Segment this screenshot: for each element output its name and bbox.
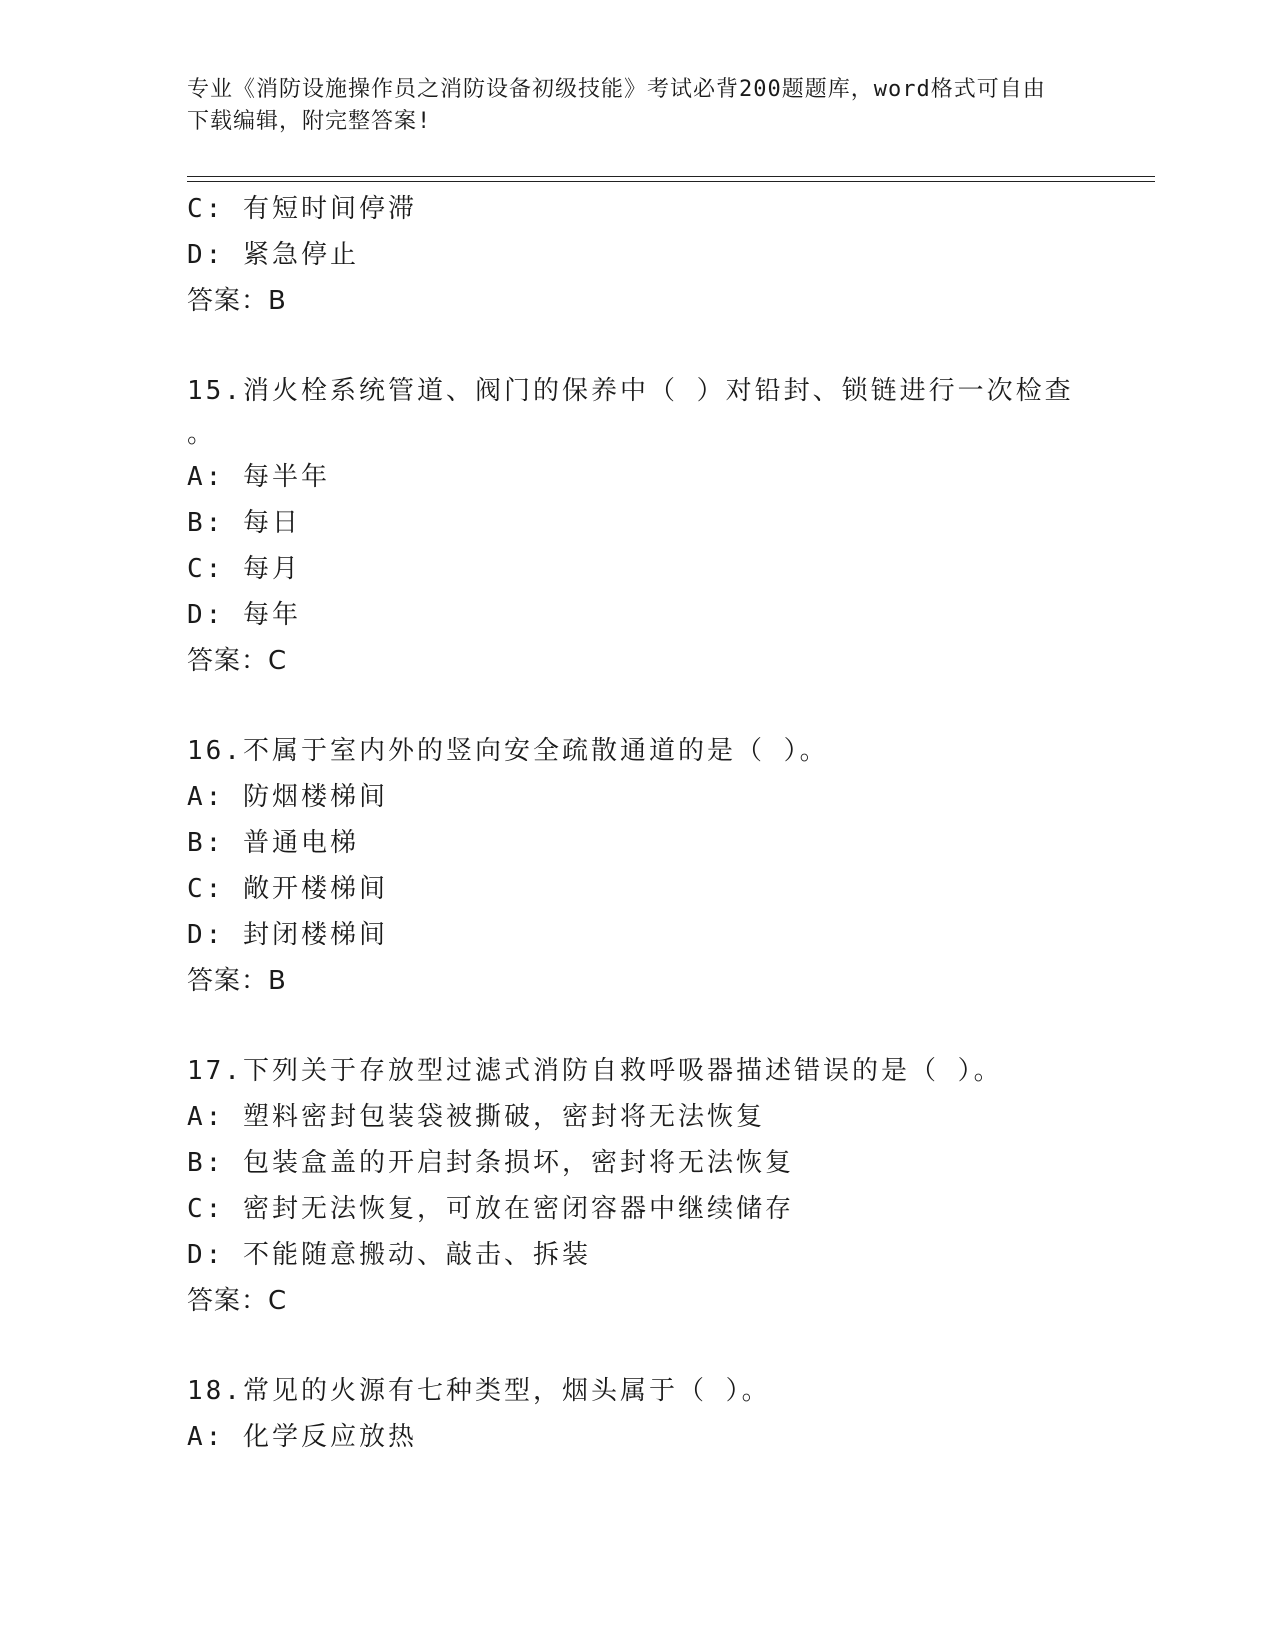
option-d: D: 不能随意搬动、敲击、拆装 <box>187 1240 591 1270</box>
option-c: C: 每月 <box>187 554 301 584</box>
option-d: D: 封闭楼梯间 <box>187 920 388 950</box>
answer-line: 答案：B <box>187 966 287 996</box>
question-15 <box>187 368 1147 684</box>
question-stem: 15.消火栓系统管道、阀门的保养中（ ）对铅封、锁链进行一次检查 <box>187 376 1074 406</box>
question-stem-continuation: 。 <box>187 419 214 449</box>
question-18 <box>187 1368 1147 1460</box>
option-a: A: 防烟楼梯间 <box>187 782 388 812</box>
document-header: 专业《消防设施操作员之消防设备初级技能》考试必背200题题库，word格式可自由下载编辑，附完整答案! <box>187 77 1046 134</box>
option-c: C: 敞开楼梯间 <box>187 874 388 904</box>
option-b: B: 普通电梯 <box>187 828 359 858</box>
option-d: D: 每年 <box>187 600 301 630</box>
option-a: A: 化学反应放热 <box>187 1422 417 1452</box>
header-divider-bottom <box>187 181 1155 182</box>
answer-line: 答案：C <box>187 1286 288 1316</box>
header-divider-top <box>187 176 1155 177</box>
option-a: A: 每半年 <box>187 462 330 492</box>
question-17 <box>187 1048 1147 1324</box>
question-list <box>187 186 1147 1460</box>
option-d: D: 紧急停止 <box>187 240 359 270</box>
question-stem: 16.不属于室内外的竖向安全疏散通道的是（ ）。 <box>187 736 829 766</box>
option-c: C: 有短时间停滞 <box>187 194 417 224</box>
option-c: C: 密封无法恢复，可放在密闭容器中继续储存 <box>187 1194 794 1224</box>
question-stem: 18.常见的火源有七种类型，烟头属于（ ）。 <box>187 1376 771 1406</box>
answer-line: 答案：C <box>187 646 288 676</box>
option-b: B: 每日 <box>187 508 301 538</box>
question-stem: 17.下列关于存放型过滤式消防自救呼吸器描述错误的是（ ）。 <box>187 1056 1003 1086</box>
answer-line: 答案：B <box>187 286 287 316</box>
option-b: B: 包装盒盖的开启封条损坏，密封将无法恢复 <box>187 1148 794 1178</box>
question-fragment <box>187 186 1147 324</box>
option-a: A: 塑料密封包装袋被撕破，密封将无法恢复 <box>187 1102 765 1132</box>
question-16 <box>187 728 1147 1004</box>
